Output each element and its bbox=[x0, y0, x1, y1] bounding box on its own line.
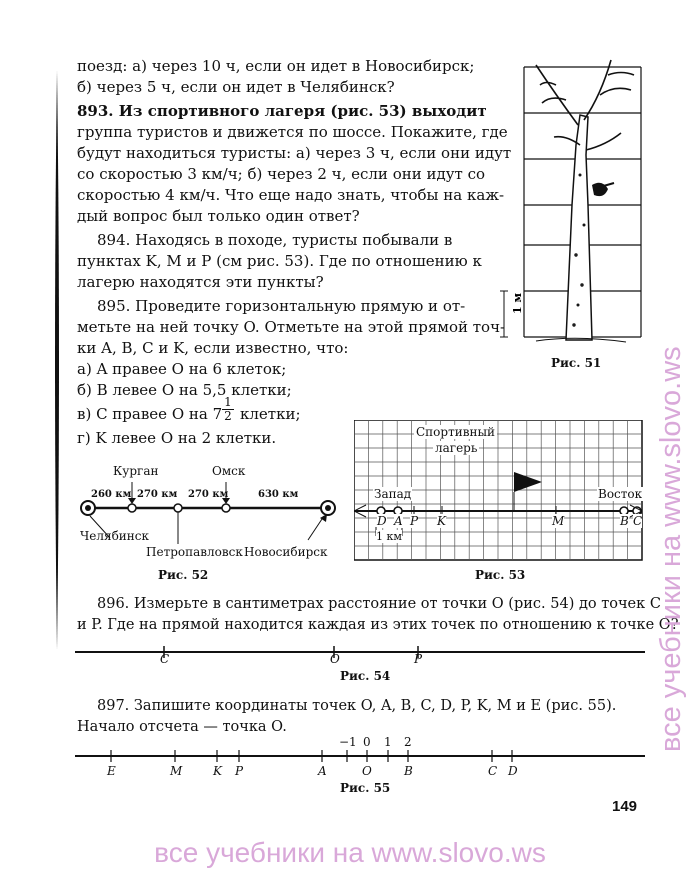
point-label: D bbox=[508, 764, 518, 778]
figure-55-caption: Рис. 55 bbox=[340, 781, 391, 795]
point-label: A bbox=[394, 514, 403, 528]
fraction-numerator: 1 bbox=[222, 396, 234, 410]
watermark-text: все учебники на www.slovo.ws bbox=[655, 346, 687, 752]
point-label: M bbox=[552, 514, 565, 528]
point-label: E bbox=[107, 764, 116, 778]
distance-label: 260 км bbox=[91, 489, 132, 500]
text-line: 895. Проведите горизонтальную прямую и от- bbox=[97, 297, 466, 315]
text-line: группа туристов и движется по шоссе. Покажите, где bbox=[77, 123, 508, 141]
text-line: будут находиться туристы: а) через 3 ч, если они идут bbox=[77, 144, 512, 162]
text-line: 893. Из спортивного лагеря (рис. 53) выходит bbox=[77, 102, 487, 120]
west-label: Запад bbox=[374, 487, 412, 501]
city-label: Новосибирск bbox=[244, 545, 328, 559]
text-line: г) K левее O на 2 клетки. bbox=[77, 429, 277, 447]
side-watermark bbox=[640, 120, 700, 760]
figure-52-caption: Рис. 52 bbox=[158, 568, 209, 582]
point-label: C bbox=[488, 764, 498, 778]
distance-label: 270 км bbox=[188, 489, 229, 500]
text-line: 896. Измерьте в сантиметрах расстояние от точки O (рис. 54) до точек C bbox=[97, 596, 661, 612]
text-line: ки A, B, C и K, если известно, что: bbox=[77, 339, 349, 357]
text-line: б) B левее O на 5,5 клетки; bbox=[77, 381, 292, 399]
point-label: K bbox=[213, 764, 222, 778]
text-line: со скоростью 3 км/ч; б) через 2 ч, если они идут со bbox=[77, 165, 486, 183]
point-label: O bbox=[362, 764, 372, 778]
figure-51-caption: Рис. 51 bbox=[551, 356, 602, 370]
point-label: P bbox=[414, 652, 423, 666]
distance-label: 270 км bbox=[137, 489, 178, 500]
tick-label: 2 bbox=[404, 735, 412, 749]
scale-label: 1 м bbox=[511, 292, 524, 314]
point-label: B bbox=[620, 514, 629, 528]
point-label: D bbox=[377, 514, 387, 528]
text-line: пунктах K, M и P (см рис. 53). Где по отношению к bbox=[77, 252, 482, 270]
point-label: K bbox=[437, 514, 446, 528]
city-label: Омск bbox=[212, 464, 246, 478]
fraction bbox=[222, 396, 234, 423]
watermark-text: все учебники на www.slovo.ws bbox=[154, 837, 546, 868]
camp-label: Спортивный bbox=[416, 425, 496, 439]
point-label: C bbox=[160, 652, 170, 666]
text-line: а) A правее O на 6 клеток; bbox=[77, 360, 287, 378]
city-label: Петропавловск bbox=[146, 545, 243, 559]
fraction-denominator: 2 bbox=[224, 409, 232, 423]
text-line: и P. Где на прямой находится каждая из этих точек по отношению к точке O? bbox=[77, 617, 679, 633]
text-line: Начало отсчета — точка O. bbox=[77, 719, 287, 735]
page-spine-mark bbox=[52, 70, 62, 650]
tick-label: −1 bbox=[339, 735, 357, 749]
scale-label: 1 км bbox=[376, 530, 402, 543]
text-line: б) через 5 ч, если он идет в Челябинск? bbox=[77, 78, 395, 96]
city-label: Курган bbox=[113, 464, 159, 478]
text-line: 894. Находясь в походе, туристы побывали в bbox=[97, 231, 453, 249]
text-line: 897. Запишите координаты точек O, A, B, C, D, P, K, M и E (рис. 55). bbox=[97, 698, 617, 714]
tick-label: 1 bbox=[384, 735, 392, 749]
text-line: лагерю находятся эти пункты? bbox=[77, 273, 324, 291]
point-label: C bbox=[633, 514, 643, 528]
city-label: Челябинск bbox=[80, 529, 150, 543]
figure-53-caption: Рис. 53 bbox=[475, 568, 526, 582]
figure-54-caption: Рис. 54 bbox=[340, 669, 391, 683]
figure-55-line bbox=[75, 745, 645, 765]
figure-51-tree bbox=[496, 55, 646, 355]
text-line: метьте на ней точку O. Отметьте на этой прямой точ- bbox=[77, 318, 506, 336]
east-label: Восток bbox=[598, 487, 643, 501]
page-number: 149 bbox=[612, 798, 638, 815]
camp-label: лагерь bbox=[435, 441, 478, 455]
text-line: дый вопрос был только один ответ? bbox=[77, 207, 360, 225]
distance-label: 630 км bbox=[258, 489, 299, 500]
point-label: P bbox=[235, 764, 244, 778]
text-line: в) C правее O на 7 bbox=[77, 405, 223, 423]
point-label: O bbox=[330, 652, 340, 666]
point-label: M bbox=[170, 764, 183, 778]
text-line: скоростью 4 км/ч. Что еще надо знать, чтобы на каж- bbox=[77, 186, 505, 204]
point-label: P bbox=[410, 514, 419, 528]
text-line: клетки; bbox=[240, 405, 301, 423]
bottom-watermark bbox=[0, 830, 700, 876]
tick-label: 0 bbox=[363, 735, 371, 749]
text-line: поезд: а) через 10 ч, если он идет в Новосибирск; bbox=[77, 57, 475, 75]
point-label: A bbox=[318, 764, 327, 778]
point-label: B bbox=[404, 764, 413, 778]
problem-893-line bbox=[77, 101, 487, 122]
